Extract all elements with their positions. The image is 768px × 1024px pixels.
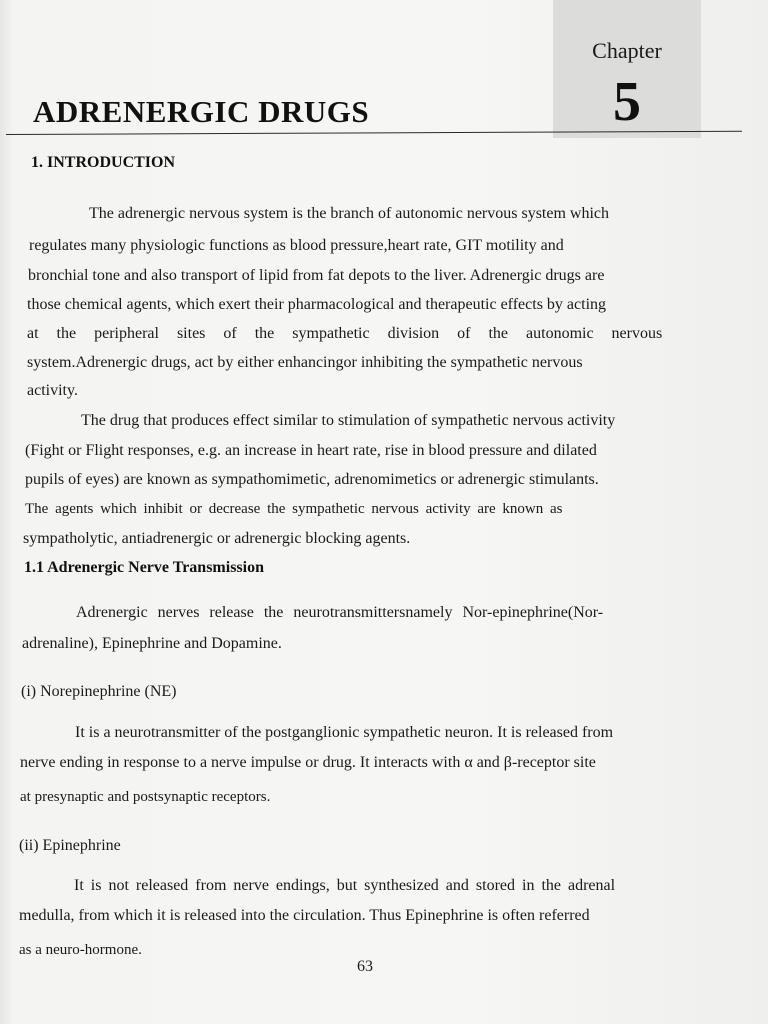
intro-para2-line-1: The drug that produces effect similar to stimulation of sympathetic nervous activity (81, 412, 616, 429)
ne-para-line-1: It is a neurotransmitter of the postganglionic sympathetic neuron. It is released from (75, 724, 614, 741)
intro-para1-line-2 (29, 236, 717, 256)
chapter-box (553, 0, 701, 138)
intro-para2-line-3: pupils of eyes) are known as sympathomimetic, adrenomimetics or adrenergic stimulants. (25, 471, 599, 488)
transmission-para-line-1: Adrenergic nerves release the neurotransmittersnamely Nor-epinephrine(Nor- (76, 604, 604, 621)
subheading-epinephrine: (ii) Epinephrine (19, 837, 121, 854)
epi-para-line-2: medulla, from which it is released into the circulation. Thus Epinephrine is often referred (19, 907, 590, 924)
ne-para-line-2: nerve ending in response to a nerve impulse or drug. It interacts with α and β-receptor site (20, 754, 596, 771)
epi-para-line-1: It is not released from nerve endings, but synthesized and stored in the adrenal (74, 877, 616, 894)
intro-para1-line-5: at the peripheral sites of the sympathetic division of the autonomic nervous (27, 325, 663, 342)
intro-para2-line-5: sympatholytic, antiadrenergic or adrenergic blocking agents. (23, 530, 411, 547)
transmission-para-line-2: adrenaline), Epinephrine and Dopamine. (22, 635, 282, 652)
section-heading-transmission: 1.1 Adrenergic Nerve Transmission (24, 559, 264, 576)
intro-para1-line-4: those chemical agents, which exert their pharmacological and therapeutic effects by acting (27, 296, 607, 313)
chapter-number: 5 (613, 71, 641, 133)
intro-para1-line-1: The adrenergic nervous system is the branch of autonomic nervous system which (89, 205, 610, 222)
intro-para1-line-2-text: regulates many physiologic functions as blood pressure,heart rate, GIT motility and (29, 237, 564, 254)
intro-para1-line-6: system.Adrenergic drugs, act by either enhancingor inhibiting the sympathetic nervous (27, 354, 583, 371)
intro-para2-line-2: (Fight or Flight responses, e.g. an increase in heart rate, rise in blood pressure and dilated (25, 442, 597, 459)
ne-para-line-3: at presynaptic and postsynaptic receptors. (20, 789, 271, 805)
intro-para1-line-3: bronchial tone and also transport of lipid from fat depots to the liver. Adrenergic drugs are (28, 267, 605, 284)
section-heading-introduction: 1. INTRODUCTION (31, 154, 176, 171)
intro-para1-line-7: activity. (27, 382, 78, 399)
subheading-norepinephrine: (i) Norepinephrine (NE) (21, 683, 177, 700)
epi-para-line-3: as a neuro-hormone. (19, 942, 142, 958)
chapter-title: ADRENERGIC DRUGS (33, 94, 370, 129)
intro-para2-line-4: The agents which inhibit or decrease the sympathetic nervous activity are known as (25, 501, 563, 517)
page-number: 63 (357, 958, 373, 975)
chapter-label: Chapter (592, 38, 662, 63)
